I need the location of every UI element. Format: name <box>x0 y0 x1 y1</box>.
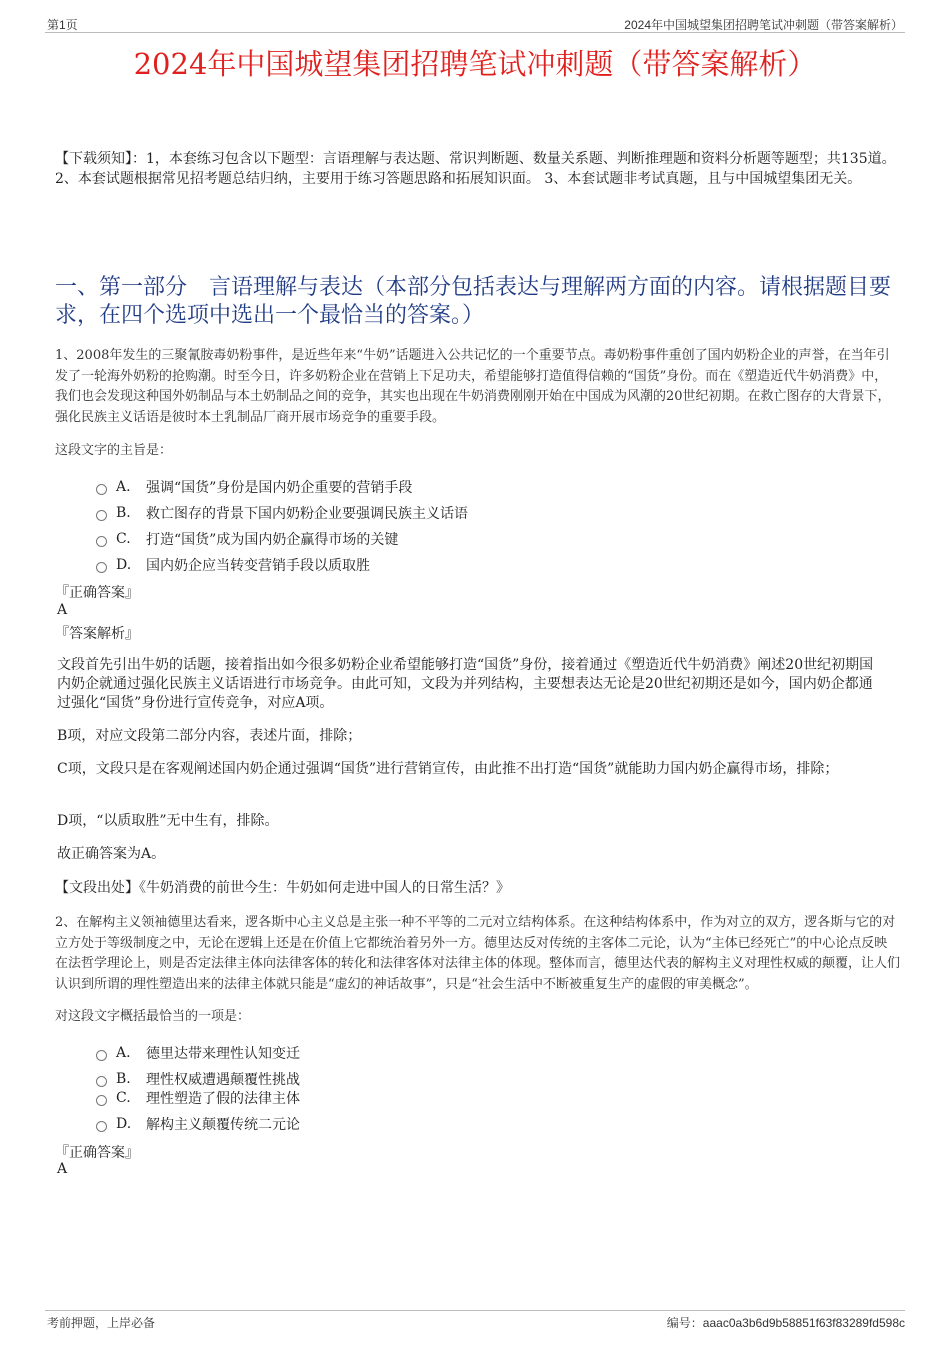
footer-divider <box>45 1310 905 1311</box>
q2-answer: A <box>57 1161 68 1177</box>
radio-icon[interactable] <box>96 1121 107 1132</box>
q1-analysis-label: 『答案解析』 <box>55 626 139 642</box>
document-title: 2024年中国城望集团招聘笔试冲刺题（带答案解析） <box>133 47 817 81</box>
radio-icon[interactable] <box>96 1076 107 1087</box>
q1-option-b[interactable]: B. 救亡图存的背景下国内奶粉企业要强调民族主义话语 <box>96 503 468 523</box>
page-number: 第1页 <box>47 18 78 32</box>
q1-answer: A <box>57 602 68 618</box>
q1-analysis-para: 文段首先引出牛奶的话题，接着指出如今很多奶粉企业希望能够打造“国货”身份，接着通过《塑造近代牛奶消费》阐述20世纪初期国内奶企就通过强化民族主义话语进行市场竞争。由此可知，文段为并列结构，主要想表达无论是20世纪初期还是如今，国内奶企都通过强化“国货”身份进行宣传竞争，对应A项。 <box>57 657 874 711</box>
question-1-prompt: 这段文字的主旨是： <box>55 443 173 458</box>
q1-option-d[interactable]: D. 国内奶企应当转变营销手段以质取胜 <box>96 555 370 575</box>
q1-answer-label: 『正确答案』 <box>55 585 139 601</box>
q1-analysis-c: C项，文段只是在客观阐述国内奶企通过强调“国货”进行营销宣传，由此推不出打造“国货”就能助力国内奶企赢得市场，排除； <box>57 761 839 777</box>
radio-icon[interactable] <box>96 510 107 521</box>
footer-slogan: 考前押题，上岸必备 <box>47 1316 156 1330</box>
footer-serial: 编号：aaac0a3b6d9b58851f63f83289fd598c <box>666 1316 905 1330</box>
header-divider <box>45 32 905 33</box>
q1-analysis-b: B项，对应文段第二部分内容，表述片面，排除； <box>57 728 362 744</box>
radio-icon[interactable] <box>96 484 107 495</box>
q1-analysis-conclusion: 故正确答案为A。 <box>57 846 166 862</box>
q2-option-b[interactable]: B. 理性权威遭遇颠覆性挑战 <box>96 1069 300 1089</box>
q2-option-a[interactable]: A. 德里达带来理性认知变迁 <box>96 1043 300 1063</box>
question-1-stem: 1、2008年发生的三聚氰胺毒奶粉事件，是近些年来“牛奶”话题进入公共记忆的一个重要节点。毒奶粉事件重创了国内奶粉企业的声誉，在当年引发了一轮海外奶粉的抢购潮。时至今日，许多奶粉企业在营销上下足功夫，希望能够打造值得信赖的“国货”身份。而在《塑造近代牛奶消费》中，我们也会发现这种国外奶制品与本土奶制品之间的竞争，其实也出现在牛奶消费刚刚开始在中国成为风潮的20世纪初期。在救亡图存的大背景下，强化民族主义话语是彼时本土乳制品厂商开展市场竞争的重要手段。 <box>55 348 891 425</box>
download-notice: 【下载须知】：1，本套练习包含以下题型：言语理解与表达题、常识判断题、数量关系题、判断推理题和资料分析题等题型；共135道。2、本套试题根据常见招考题总结归纳，主要用于练习答题思路和拓展知识面。 3、本套试题非考试真题，且与中国城望集团无关。 <box>55 151 896 187</box>
q2-answer-label: 『正确答案』 <box>55 1145 139 1161</box>
question-2-prompt: 对这段文字概括最恰当的一项是： <box>55 1009 251 1024</box>
question-2-stem: 2、在解构主义领袖德里达看来，逻各斯中心主义总是主张一种不平等的二元对立结构体系。在这种结构体系中，作为对立的双方，逻各斯与它的对立方处于等级制度之中，无论在逻辑上还是在价值上它都统治着另外一方。德里达反对传统的主客体二元论，认为“主体已经死亡”的中心论点反映在法哲学理论上，则是否定法律主体向法律客体的转化和法律客体对法律主体的体现。整体而言，德里达代表的解构主义对理性权威的颠覆，让人们认识到所谓的理性塑造出来的法律主体就只能是“虚幻的神话故事”，只是“社会生活中不断被重复生产的虚假的审美概念”。 <box>55 915 901 992</box>
radio-icon[interactable] <box>96 1095 107 1106</box>
q1-analysis-d: D项，“以质取胜”无中生有，排除。 <box>57 813 279 829</box>
section-heading: 一、第一部分 言语理解与表达（本部分包括表达与理解两方面的内容。请根据题目要求，在四个选项中选出一个最恰当的答案。） <box>55 275 892 328</box>
radio-icon[interactable] <box>96 536 107 547</box>
q2-option-d[interactable]: D. 解构主义颠覆传统二元论 <box>96 1114 300 1134</box>
radio-icon[interactable] <box>96 562 107 573</box>
header-title: 2024年中国城望集团招聘笔试冲刺题（带答案解析） <box>624 18 903 32</box>
q1-source: 【文段出处】《牛奶消费的前世今生：牛奶如何走进中国人的日常生活？》 <box>55 880 510 896</box>
q2-option-c[interactable]: C. 理性塑造了假的法律主体 <box>96 1088 300 1108</box>
q1-option-c[interactable]: C. 打造“国货”成为国内奶企赢得市场的关键 <box>96 529 398 549</box>
radio-icon[interactable] <box>96 1050 107 1061</box>
q1-option-a[interactable]: A. 强调“国货”身份是国内奶企重要的营销手段 <box>96 477 412 497</box>
